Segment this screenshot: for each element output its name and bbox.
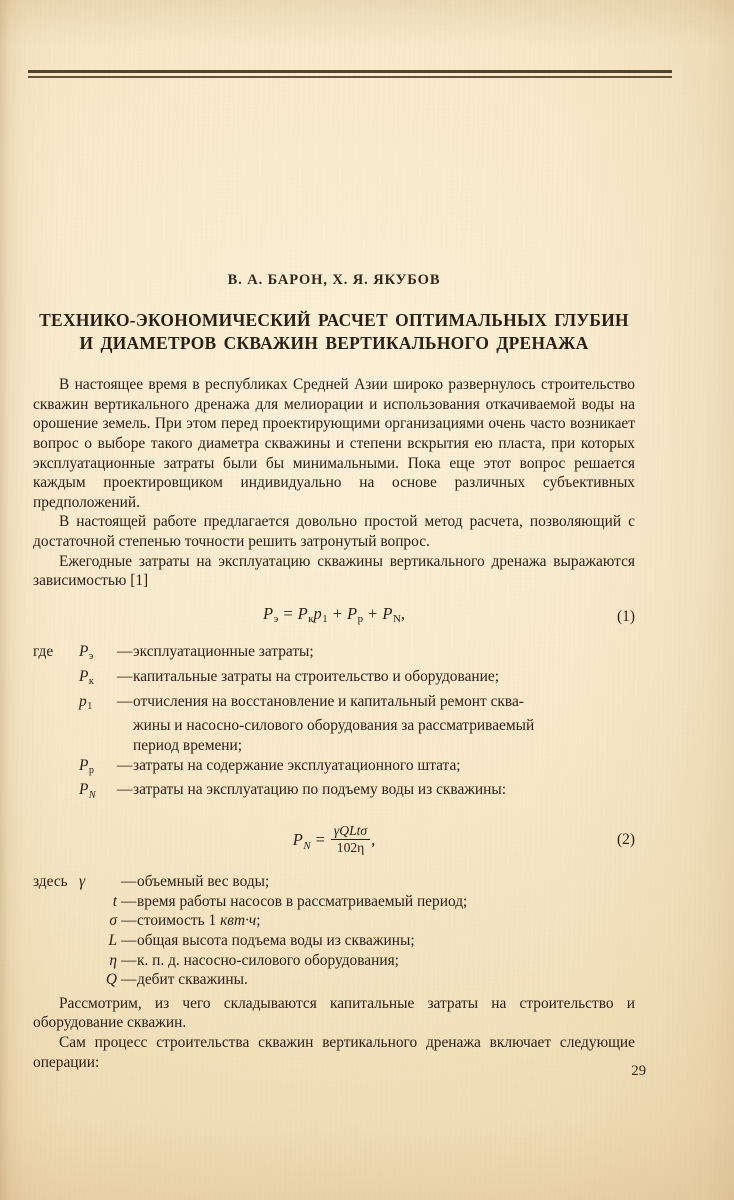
- definition-dash: —: [117, 781, 133, 799]
- paragraph-5: Сам процесс строительства скважин вертикального дренажа включает следующие операции:: [33, 1034, 635, 1071]
- paragraph-3: Ежегодные затраты на эксплуатацию скважины вертикального дренажа выражаются зависимостью [1]: [33, 552, 635, 590]
- definition-dash: —: [117, 756, 133, 774]
- formula-1-equals: =: [283, 603, 293, 623]
- definition-symbol-sub: 1: [87, 700, 93, 712]
- definition-dash: —: [117, 642, 133, 660]
- rule-thick: [28, 70, 672, 73]
- definition-symbol: [75, 931, 121, 951]
- formula-1-plus-1: +: [332, 603, 343, 623]
- definition-row: [33, 756, 635, 781]
- formula-2-denominator: 102η: [331, 839, 370, 856]
- definition-symbol-var: Q: [105, 971, 117, 989]
- definition-symbol-var: P: [79, 667, 89, 685]
- formula-1-body: [33, 604, 635, 625]
- formula-2-equals: =: [315, 830, 325, 850]
- definition-text: отчисления на восстановление и капитальный ремонт сква-: [133, 692, 524, 710]
- definition-symbol-sub: N: [88, 789, 96, 801]
- formula-1-term3: P: [347, 603, 358, 623]
- definition-symbol: [75, 667, 117, 692]
- definition-symbol-var: η: [109, 951, 117, 969]
- definition-dash: —: [117, 667, 133, 685]
- formula-1-comma: ,: [400, 603, 405, 623]
- where-lead: где: [33, 642, 54, 660]
- formula-1-lhs: P: [263, 603, 274, 623]
- formula-1-number: (1): [617, 607, 635, 625]
- definition-symbol: [75, 892, 121, 912]
- definition-symbol-var: P: [79, 642, 89, 660]
- definition-text: капитальные затраты на строительство и оборудование;: [133, 667, 499, 685]
- page-title: [33, 309, 635, 355]
- definition-symbol-var: p: [79, 692, 87, 710]
- definition-text: время работы насосов в рассматриваемый период;: [137, 892, 468, 910]
- definition-text-after: ;: [256, 912, 261, 930]
- definition-dash: —: [121, 932, 137, 950]
- formula-1-term3-sub: р: [357, 613, 364, 626]
- definition-text: [137, 911, 635, 931]
- definition-row: [33, 780, 635, 805]
- paragraph-4: Рассмотрим, из чего складываются капитальные затраты на строительство и оборудование скважин.: [33, 994, 635, 1032]
- definition-symbol-sub: к: [88, 675, 94, 687]
- where-definition-list: [33, 642, 635, 805]
- formula-2-lhs: P: [292, 830, 303, 850]
- definition-text: затраты на содержание эксплуатационного штата;: [133, 756, 461, 774]
- definition-text: дебит скважины.: [137, 971, 248, 989]
- definition-symbol-var: P: [79, 781, 89, 799]
- definition-symbol: [75, 911, 121, 931]
- title-line-1: ТЕХНИКО-ЭКОНОМИЧЕСКИЙ РАСЧЕТ ОПТИМАЛЬНЫХ ГЛУБИН: [39, 310, 629, 330]
- definition-continuation: период времени;: [133, 736, 243, 754]
- authors-line: В. А. БАРОН, Х. Я. ЯКУБОВ: [227, 272, 441, 288]
- definition-text-before: стоимость 1: [137, 912, 221, 930]
- definition-symbol: [75, 951, 121, 971]
- definition-symbol-var: γ: [79, 873, 86, 891]
- paragraph-2: В настоящей работе предлагается довольно простой метод расчета, позволяющий с достаточной степенью точности решить затронутый вопрос.: [33, 513, 635, 551]
- definition-symbol-sub: р: [88, 764, 94, 776]
- definition-symbol: [75, 642, 117, 667]
- definition-symbol-var: L: [108, 932, 117, 950]
- definition-symbol-var: P: [79, 756, 89, 774]
- definition-text: общая высота подъема воды из скважины;: [137, 932, 415, 950]
- definition-dash: —: [121, 971, 137, 989]
- definition-symbol-var: σ: [109, 912, 117, 930]
- formula-2-body: [33, 823, 635, 856]
- formula-2-number: (2): [617, 830, 635, 848]
- definition-continuation: жины и насосно-силового оборудования за рассматриваемый: [133, 717, 535, 735]
- rule-thin: [28, 76, 672, 78]
- formula-1-plus-2: +: [368, 603, 378, 623]
- definition-dash: —: [121, 912, 137, 930]
- definition-row: [33, 892, 635, 912]
- definition-row: [33, 667, 635, 692]
- formula-1-term4-sub: N: [392, 613, 401, 626]
- page-number: 29: [631, 1063, 646, 1079]
- definition-symbol: [75, 780, 117, 805]
- definition-dash: —: [117, 692, 133, 710]
- formula-1-term1: P: [297, 603, 308, 623]
- definition-row: [33, 692, 635, 717]
- here-lead: здесь: [33, 873, 68, 891]
- definition-symbol: [75, 692, 117, 717]
- definition-unit: квт·ч: [220, 912, 257, 930]
- definition-row: [33, 951, 635, 971]
- formula-1-term1-sub: к: [308, 613, 314, 626]
- definition-text: затраты на эксплуатацию по подъему воды из скважины:: [133, 781, 507, 799]
- here-definition-list: [33, 872, 635, 990]
- definition-text: к. п. д. насосно-силового оборудования;: [137, 951, 399, 969]
- formula-1-term4: P: [382, 603, 393, 623]
- formula-2-lhs-sub: N: [303, 839, 311, 852]
- formula-2: [33, 823, 635, 856]
- definition-text: объемный вес воды;: [137, 873, 270, 891]
- definition-row: [33, 970, 635, 990]
- title-line-2: И ДИАМЕТРОВ СКВАЖИН ВЕРТИКАЛЬНОГО ДРЕНАЖА: [79, 333, 589, 354]
- header-double-rule: [28, 70, 672, 78]
- definition-row: [33, 931, 635, 951]
- definition-row: [33, 872, 635, 892]
- definition-text: эксплуатационные затраты;: [133, 642, 314, 660]
- formula-2-fraction: [331, 823, 370, 856]
- definition-dash: —: [121, 892, 137, 910]
- formula-1-term2-sub: 1: [322, 613, 328, 626]
- formula-2-numerator: γQLtσ: [333, 823, 368, 839]
- formula-1-lhs-sub: э: [273, 613, 279, 626]
- definition-symbol-var: t: [112, 892, 117, 910]
- definition-dash: —: [121, 951, 137, 969]
- definition-symbol: [75, 872, 121, 892]
- definition-symbol: [75, 756, 117, 781]
- formula-1: [33, 604, 635, 630]
- formula-1-term2: p: [313, 603, 322, 623]
- text-column: [33, 272, 635, 1072]
- paragraph-1: В настоящее время в республиках Средней Азии широко развернулось строительство скважин вертикального дренажа для мелиорации и использования откачиваемой воды на орошение земель. При этом перед проектирующими организациями очень часто возникает вопрос о выборе такого диаметра скважины и степени вскрытия ею пласта, при которых эксплуатационные затраты были бы минимальными. Пока еще этот вопрос решается каждым проектировщиком индивидуально на основе различных субъективных предположений.: [33, 376, 635, 511]
- definition-symbol-sub: э: [88, 651, 94, 663]
- definition-symbol: [75, 970, 121, 990]
- formula-2-comma: ,: [371, 830, 376, 850]
- definition-row: [33, 911, 635, 931]
- definition-dash: —: [121, 873, 137, 891]
- definition-row: [33, 642, 635, 667]
